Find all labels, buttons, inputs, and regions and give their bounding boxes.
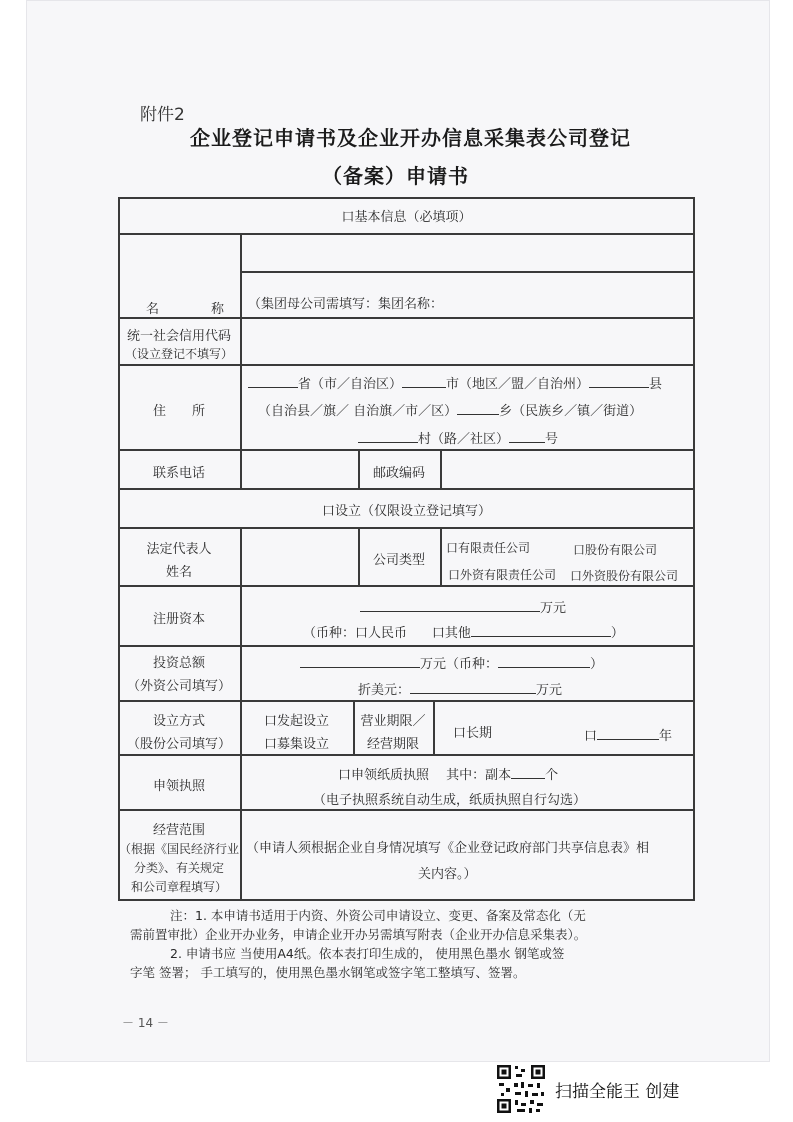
form-title-line-1: 企业登记申请书及企业开办信息采集表公司登记 [190, 126, 631, 150]
investment-note: （外资公司填写） [126, 679, 231, 694]
type-ltd-option[interactable]: 口有限责任公司 [446, 541, 531, 555]
section-basic-info: 口基本信息（必填项） [341, 210, 472, 225]
section-setup: 口设立（仅限设立登记填写） [321, 504, 491, 519]
license-paper-option[interactable]: 口申领纸质执照 其中：副本 个 [338, 768, 559, 783]
address-line-3: 村（路／社区） 号 [358, 428, 558, 447]
business-term-label-2: 经营期限 [366, 737, 419, 752]
reg-capital-label: 注册资本 [152, 612, 205, 627]
business-scope-label: 经营范围 [152, 823, 205, 838]
term-years-option[interactable]: 口 年 [584, 729, 673, 744]
business-scope-note-3: 和公司章程填写） [130, 880, 227, 894]
scanner-watermark: 扫描全能王 创建 [555, 1082, 680, 1102]
business-scope-note-2: 分类》、有关规定 [133, 861, 224, 875]
reg-capital-amount: 万元 [360, 597, 566, 616]
investment-label: 投资总额 [152, 656, 205, 671]
type-foreign-share-option[interactable]: 口外资股份有限公司 [570, 569, 679, 583]
business-scope-hint-2: 关内容。） [418, 867, 477, 882]
form-title-line-2: （备案）申请书 [322, 164, 469, 188]
application-form-table [118, 197, 695, 901]
note-line-2: 需前置审批）企业开办业务，申请企业开办另需填写附表（企业开办信息采集表）。 [130, 927, 587, 942]
attachment-label: 附件2 [140, 105, 185, 125]
credit-code-note: （设立登记不填写） [124, 347, 233, 361]
license-note: （电子执照系统自动生成，纸质执照自行勾选） [313, 793, 587, 808]
type-foreign-ltd-option[interactable]: 口外资有限责任公司 [448, 568, 557, 582]
address-line-2: （自治县／旗／ 自治旗／市／区） 乡（民族乡／镇／街道） [258, 404, 643, 419]
company-type-label: 公司类型 [372, 553, 425, 568]
term-long-option[interactable]: 口长期 [453, 726, 493, 741]
form-notes [130, 906, 690, 982]
method-raise-option[interactable]: 口募集设立 [263, 737, 329, 752]
setup-method-label: 设立方式 [152, 714, 205, 729]
postal-code-label: 邮政编码 [372, 466, 425, 481]
group-name-hint: （集团母公司需填写：集团名称： [248, 297, 444, 312]
business-term-label-1: 营业期限／ [360, 714, 426, 729]
investment-usd: 折美元： 万元 [358, 683, 563, 698]
legal-rep-label-2: 姓名 [165, 565, 192, 580]
setup-method-note: （股份公司填写） [126, 737, 231, 752]
name-label: 名 称 [146, 302, 225, 317]
reg-capital-currency: （币种：口人民币 口其他 ） [303, 626, 624, 641]
address-line-1: 省（市／自治区） 市（地区／盟／自治州） 县 [248, 373, 662, 392]
business-scope-note-1: （根据《国民经济行业 [118, 842, 239, 856]
legal-rep-label-1: 法定代表人 [146, 542, 212, 557]
business-scope-hint-1: （申请人须根据企业自身情况填写《企业登记政府部门共享信息表》相 [246, 841, 650, 856]
note-line-4: 字笔 签署； 手工填写的，使用黑色墨水钢笔或签字笔工整填写、签署。 [130, 965, 526, 980]
method-promote-option[interactable]: 口发起设立 [263, 714, 329, 729]
credit-code-label: 统一社会信用代码 [126, 329, 231, 344]
license-label: 申领执照 [152, 779, 205, 794]
page-number: － 14 － [122, 1016, 169, 1030]
note-line-1: 注：1. 本申请书适用于内资、外资公司申请设立、变更、备案及常态化（无 [170, 908, 586, 923]
note-line-3: 2. 申请书应 当使用A4纸。依本表打印生成的， 使用黑色墨水 钢笔或签 [170, 946, 565, 961]
type-share-option[interactable]: 口股份有限公司 [573, 543, 658, 557]
qr-code-icon [495, 1063, 547, 1115]
phone-label: 联系电话 [152, 466, 205, 481]
investment-amount: 万元（币种： ） [300, 653, 603, 672]
address-label: 住 所 [152, 404, 205, 419]
